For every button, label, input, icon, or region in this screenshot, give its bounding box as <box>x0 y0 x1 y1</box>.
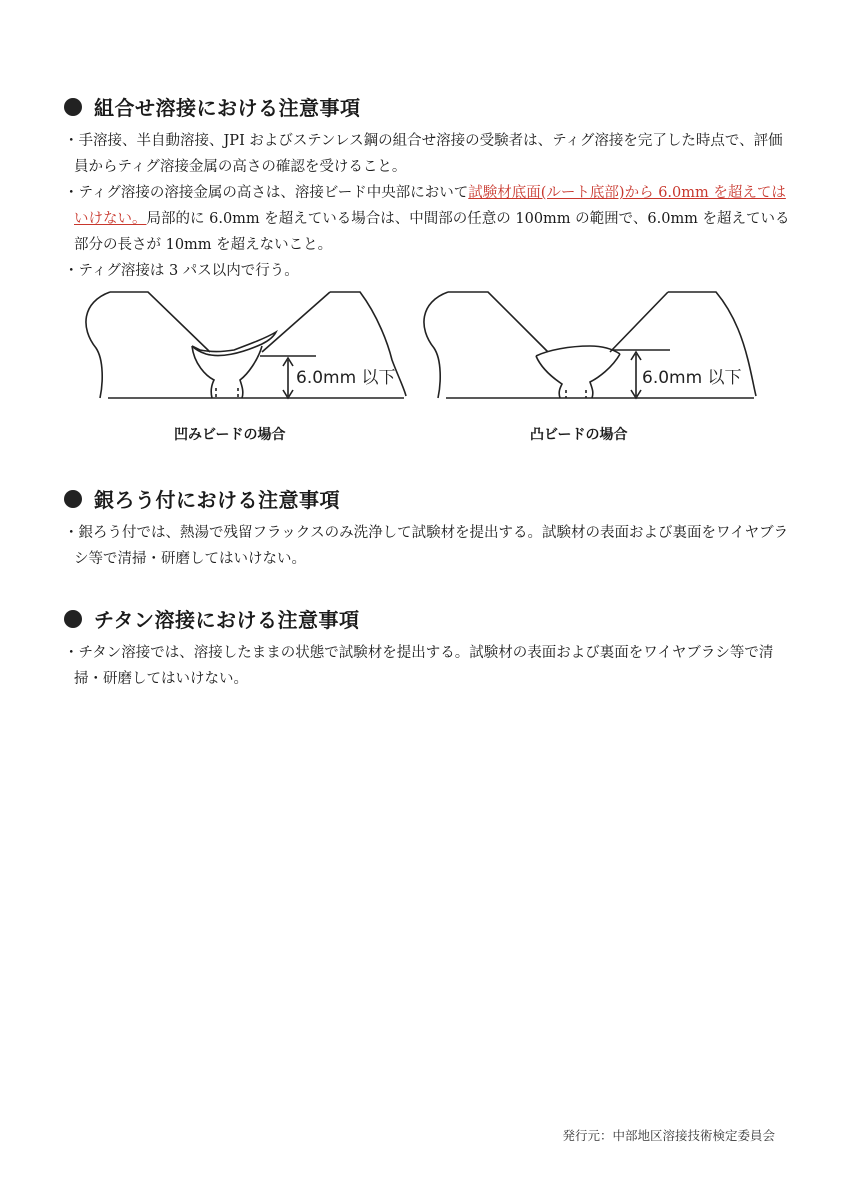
section1-item-3: ・ティグ溶接は 3 パス以内で行う。 <box>64 263 299 279</box>
concave-height-label: 6.0mm 以下 <box>296 368 396 388</box>
section1-item-2-before: ・ティグ溶接の溶接金属の高さは、溶接ビード中央部において <box>64 185 469 201</box>
section1-item-2 <box>64 180 794 258</box>
section1-item-1: ・手溶接、半自動溶接、JPI およびステンレス鋼の組合せ溶接の受験者は、ティグ溶接を完了した時点で、評価員からティグ溶接金属の高さの確認を受けること。 <box>64 133 783 175</box>
bead-left-edge-2 <box>536 356 562 398</box>
bead-right-edge <box>240 346 262 398</box>
left-plate-break-line <box>86 292 110 398</box>
root-gap-lines <box>216 388 238 398</box>
height-limit-highlight: 試験材底面(ルート底部)から 6.0mm を超えてはいけない。 <box>74 185 786 227</box>
weld-diagrams <box>0 280 849 420</box>
convex-bead-caption: 凸ビードの場合 <box>530 427 628 443</box>
bullet-dot-icon <box>64 98 82 116</box>
bead-right-edge-2 <box>590 354 620 398</box>
bead-left-edge <box>192 346 214 398</box>
section2-heading <box>64 484 340 513</box>
left-plate-break-line-2 <box>424 292 448 398</box>
convex-bead-top <box>536 346 620 356</box>
section1-item-2-after: 局部的に 6.0mm を超えている場合は、中間部の任意の 100mm の範囲で、6.0mm を超えている部分の長さが 10mm を超えないこと。 <box>74 211 790 253</box>
section1-heading <box>64 92 361 121</box>
left-groove-face-1 <box>110 292 210 352</box>
concave-bead-caption: 凹みビードの場合 <box>174 427 286 443</box>
right-groove-face-1 <box>448 292 548 352</box>
left-groove-face-2 <box>262 292 330 352</box>
section3-heading <box>64 604 360 633</box>
right-groove-face-2 <box>610 292 668 352</box>
root-gap-lines-2 <box>566 390 586 398</box>
section3-heading-text: チタン溶接における注意事項 <box>94 608 360 632</box>
section3-text: ・チタン溶接では、溶接したままの状態で試験材を提出する。試験材の表面および裏面をワイヤブラシ等で清掃・研磨してはいけない。 <box>64 645 774 687</box>
bullet-dot-icon <box>64 610 82 628</box>
section1-heading-text: 組合せ溶接における注意事項 <box>94 96 361 120</box>
bullet-dot-icon <box>64 490 82 508</box>
section2-text: ・銀ろう付では、熱湯で残留フラックスのみ洗浄して試験材を提出する。試験材の表面および裏面をワイヤブラシ等で清掃・研磨してはいけない。 <box>64 525 789 567</box>
concave-bead-top <box>192 332 276 356</box>
publisher: 発行元：中部地区溶接技術検定委員会 <box>562 1128 775 1143</box>
section2-heading-text: 銀ろう付における注意事項 <box>94 488 340 512</box>
convex-height-label: 6.0mm 以下 <box>642 368 742 388</box>
